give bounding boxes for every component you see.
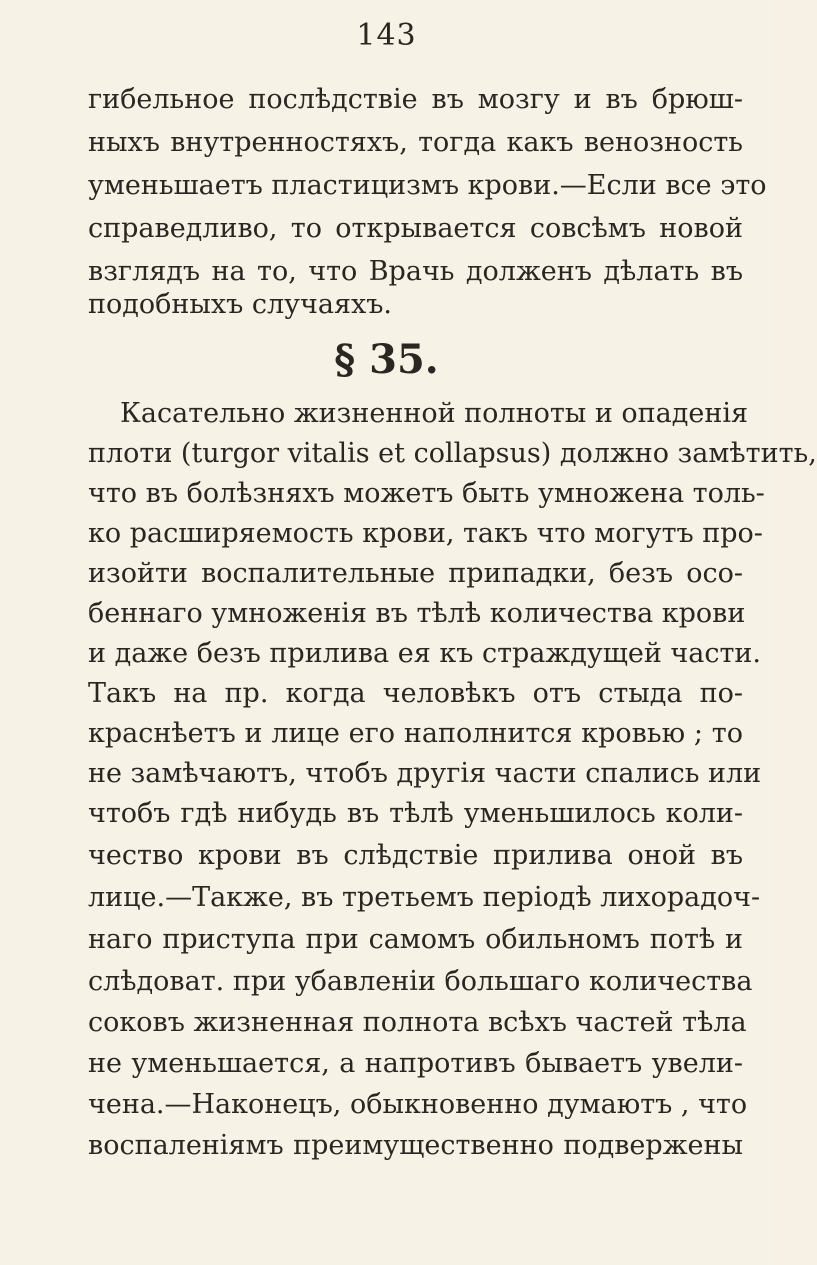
text-line: подобныхъ случаяхъ. (88, 289, 392, 320)
text-line: изойти воспалительные припадки, безъ осо- (88, 558, 743, 589)
text-line: чтобъ гдѣ нибудь въ тѣлѣ уменьшилось коли- (88, 798, 743, 829)
text-line: чена.—Наконецъ, обыкновенно думаютъ , что (88, 1089, 748, 1120)
text-line: чество крови въ слѣдствіе прилива оной въ (88, 840, 743, 871)
text-line: гибельное послѣдствіе въ мозгу и въ брюш- (88, 84, 743, 115)
text-line: наго приступа при самомъ обильномъ потѣ и (88, 924, 743, 955)
text-line: беннаго умноженія въ тѣлѣ количества крови (88, 598, 746, 629)
text-line: воспаленіямъ преимущественно подвержены (88, 1130, 743, 1161)
text-line: плоти (turgor vitalis et collapsus) должно замѣтить, (88, 438, 817, 469)
text-line: Касательно жизненной полноты и опаденія (120, 398, 749, 429)
text-line: не замѣчаютъ, чтобъ другія части спались или (88, 758, 762, 789)
text-line: справедливо, то открывается совсѣмъ новой (88, 213, 743, 244)
page-number: 143 (356, 18, 417, 53)
text-line: лице.—Также, въ третьемъ періодѣ лихорадоч- (88, 882, 761, 913)
text-line: ныхъ внутренностяхъ, тогда какъ венозность (88, 127, 743, 158)
text-line: и даже безъ прилива ея къ страждущей части. (88, 638, 761, 669)
text-line: слѣдоват. при убавленіи большаго количества (88, 966, 753, 997)
text-line: Такъ на пр. когда человѣкъ отъ стыда по- (88, 678, 743, 709)
text-line: ко расширяемость крови, такъ что могутъ про- (88, 518, 763, 549)
text-line: уменьшаетъ пластицизмъ крови.—Если все это (88, 170, 767, 201)
text-line: не уменьшается, а напротивъ бываетъ увели- (88, 1048, 743, 1079)
text-line: краснѣетъ и лице его наполнится кровью ; то (88, 718, 743, 749)
section-heading: § 35. (334, 336, 439, 383)
text-line: что въ болѣзняхъ можетъ быть умножена толь- (88, 478, 765, 509)
text-line: взглядъ на то, что Врачь долженъ дѣлать въ (88, 256, 743, 287)
text-line: соковъ жизненная полнота всѣхъ частей тѣла (88, 1007, 747, 1038)
